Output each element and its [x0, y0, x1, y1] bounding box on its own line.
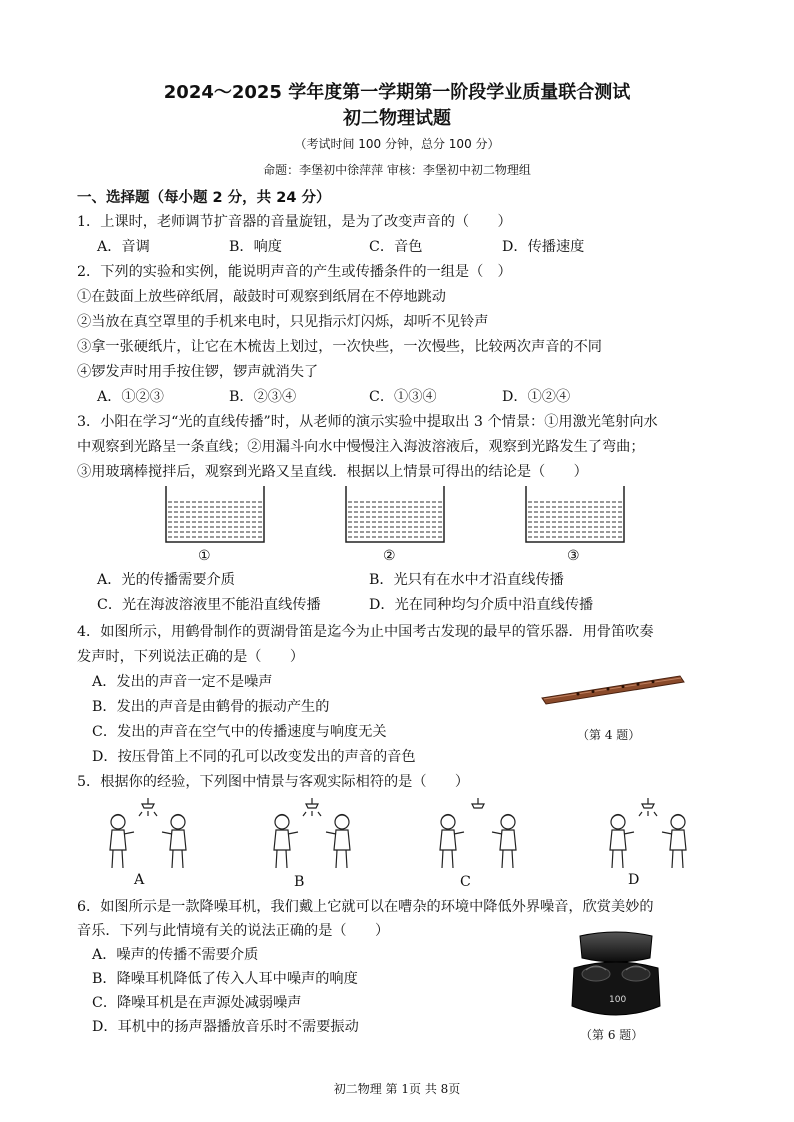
- q3-option-d: D．光在同种均匀介质中沿直线传播: [369, 597, 594, 613]
- q6-option-a: A．噪声的传播不需要介质: [92, 947, 259, 963]
- q6-option-d: D．耳机中的扬声器播放音乐时不需要振动: [92, 1019, 359, 1035]
- beaker-label-1: ①: [198, 548, 211, 564]
- q6-line-2: 音乐．下列与此情境有关的说法正确的是（ ）: [77, 923, 390, 939]
- earbuds-case-image: [562, 930, 670, 1022]
- scene-label-c: C: [460, 874, 471, 890]
- scene-label-b: B: [294, 874, 305, 890]
- beaker-label-2: ②: [383, 548, 396, 564]
- q4-option-b: B．发出的声音是由鹤骨的振动产生的: [92, 699, 330, 715]
- section-heading: 一、选择题（每小题 2 分，共 24 分）: [77, 190, 331, 206]
- q1-option-d: D．传播速度: [502, 239, 585, 255]
- scene-d-illustration: [598, 796, 708, 876]
- beaker-figure-1: [160, 484, 270, 546]
- beaker-label-3: ③: [567, 548, 580, 564]
- q2-item-4: ④锣发声时用手按住锣，锣声就消失了: [77, 364, 319, 380]
- q2-item-2: ②当放在真空罩里的手机来电时，只见指示灯闪烁，却听不见铃声: [77, 314, 489, 330]
- scene-label-a: A: [134, 872, 145, 888]
- beaker-figure-2: [340, 484, 450, 546]
- q2-item-3: ③拿一张硬纸片，让它在木梳齿上划过，一次快些，一次慢些，比较两次声音的不同: [77, 339, 602, 355]
- q1-stem: 1．上课时，老师调节扩音器的音量旋钮，是为了改变声音的（ ）: [77, 214, 512, 230]
- q3-option-b: B．光只有在水中才沿直线传播: [369, 572, 564, 588]
- exam-info: （考试时间 100 分钟，总分 100 分）: [294, 137, 500, 151]
- q1-option-c: C．音色: [369, 239, 423, 255]
- exam-title: 2024～2025 学年度第一学期第一阶段学业质量联合测试: [163, 82, 631, 103]
- scene-a-illustration: [98, 796, 208, 876]
- q6-option-b: B．降噪耳机降低了传入人耳中噪声的响度: [92, 971, 358, 987]
- scene-b-illustration: [262, 796, 372, 876]
- q5-stem: 5．根据你的经验，下列图中情景与客观实际相符的是（ ）: [77, 774, 470, 790]
- q4-option-a: A．发出的声音一定不是噪声: [92, 674, 273, 690]
- q1-option-b: B．响度: [229, 239, 282, 255]
- exam-authors: 命题：李堡初中徐萍萍 审核：李堡初中初二物理组: [263, 163, 531, 177]
- q1-option-a: A．音调: [97, 239, 150, 255]
- bone-flute-image: [538, 668, 688, 708]
- q4-line-2: 发声时，下列说法正确的是（ ）: [77, 649, 305, 665]
- page-footer: 初二物理 第 1页 共 8页: [333, 1082, 461, 1096]
- q3-line-1: 3．小阳在学习“光的直线传播”时，从老师的演示实验中提取出 3 个情景：①用激光笔射向水: [77, 414, 658, 430]
- exam-subtitle: 初二物理试题: [343, 108, 451, 129]
- q2-option-d: D．①②④: [502, 389, 571, 405]
- q4-option-c: C．发出的声音在空气中的传播速度与响度无关: [92, 724, 387, 740]
- q3-option-a: A．光的传播需要介质: [97, 572, 235, 588]
- q2-option-c: C．①③④: [369, 389, 437, 405]
- q3-line-3: ③用玻璃棒搅拌后，观察到光路又呈直线．根据以上情景可得出的结论是（ ）: [77, 464, 588, 480]
- q4-option-d: D．按压骨笛上不同的孔可以改变发出的声音的音色: [92, 749, 416, 765]
- q2-stem: 2．下列的实验和实例，能说明声音的产生或传播条件的一组是（ ）: [77, 264, 512, 280]
- q6-option-c: C．降噪耳机是在声源处减弱噪声: [92, 995, 302, 1011]
- q3-line-2: 中观察到光路呈一条直线；②用漏斗向水中慢慢注入海波溶液后，观察到光路发生了弯曲；: [77, 439, 645, 455]
- q3-option-c: C．光在海波溶液里不能沿直线传播: [97, 597, 321, 613]
- scene-c-illustration: [428, 796, 538, 876]
- case-display-text: 100: [609, 995, 627, 1005]
- q2-option-a: A．①②③: [97, 389, 164, 405]
- q4-line-1: 4．如图所示，用鹤骨制作的贾湖骨笛是迄今为止中国考古发现的最早的管乐器．用骨笛吹奏: [77, 624, 654, 640]
- q6-caption: （第 6 题）: [580, 1028, 644, 1042]
- q4-caption: （第 4 题）: [577, 728, 641, 742]
- beaker-figure-3: [520, 484, 630, 546]
- q2-option-b: B．②③④: [229, 389, 297, 405]
- scene-label-d: D: [628, 872, 640, 888]
- q2-item-1: ①在鼓面上放些碎纸屑，敲鼓时可观察到纸屑在不停地跳动: [77, 289, 446, 305]
- q6-line-1: 6．如图所示是一款降噪耳机，我们戴上它就可以在嘈杂的环境中降低外界噪音，欣赏美妙的: [77, 899, 654, 915]
